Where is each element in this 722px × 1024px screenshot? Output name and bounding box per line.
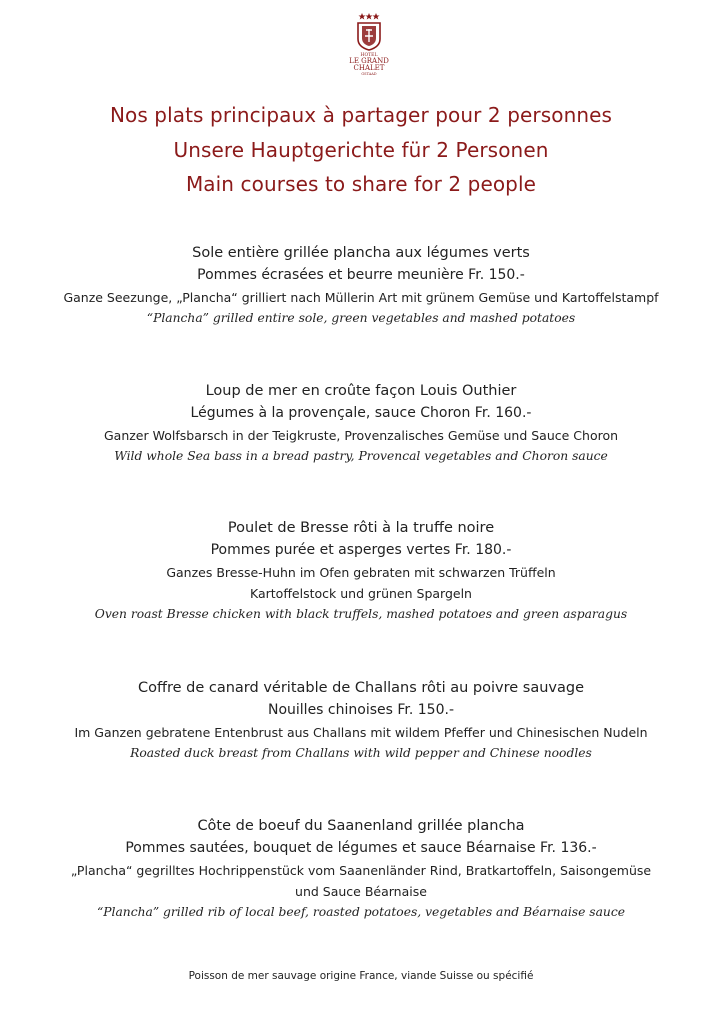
dish-description-de: Im Ganzen gebratene Entenbrust aus Challans mit wildem Pfeffer und Chinesischen Nudeln — [74, 725, 648, 740]
dish-title-fr: Loup de mer en croûte façon Louis Outhier — [205, 383, 517, 399]
dish-subtitle-fr: Pommes sautées, bouquet de légumes et sauce Béarnaise Fr. 136.- — [125, 840, 597, 856]
dish-description-de: Ganzes Bresse-Huhn im Ofen gebraten mit schwarzen Trüffeln — [166, 565, 556, 580]
dish-title-fr: Côte de boeuf du Saanenland grillée plancha — [197, 818, 525, 834]
logo-line1: HOTEL — [360, 53, 378, 58]
dish-description-de: Ganze Seezunge, „Plancha“ grilliert nach Müllerin Art mit grünem Gemüse und Kartoffelstampf — [63, 290, 659, 305]
dish-description-en: Oven roast Bresse chicken with black truffels, mashed potatoes and green asparagus — [94, 607, 628, 621]
dish-duck — [0, 677, 722, 764]
headline-french: Nos plats principaux à partager pour 2 personnes — [109, 103, 613, 127]
origin-note: Poisson de mer sauvage origine France, viande Suisse ou spécifié — [188, 970, 534, 982]
dish-subtitle-fr: Pommes écrasées et beurre meunière Fr. 150.- — [197, 267, 525, 283]
dish-subtitle-fr: Légumes à la provençale, sauce Choron Fr. 160.- — [190, 405, 532, 421]
dish-description-de-cont: Kartoffelstock und grünen Spargeln — [250, 586, 472, 601]
headline-german: Unsere Hauptgerichte für 2 Personen — [173, 138, 549, 162]
dish-sea-bass — [0, 380, 722, 467]
logo-line4: GSTAAD — [361, 72, 377, 76]
dish-description-de-cont: und Sauce Béarnaise — [295, 884, 427, 899]
dish-description-en: Wild whole Sea bass in a bread pastry, Provencal vegetables and Choron sauce — [114, 449, 608, 463]
dish-cote-de-boeuf — [0, 815, 722, 923]
headline-english: Main courses to share for 2 people — [185, 172, 537, 196]
dish-description-de: „Plancha“ gegrilltes Hochrippenstück vom Saanenländer Rind, Bratkartoffeln, Saisongemüse — [70, 863, 652, 878]
dish-subtitle-fr: Nouilles chinoises Fr. 150.- — [267, 702, 454, 718]
dish-title-fr: Poulet de Bresse rôti à la truffe noire — [227, 520, 495, 536]
dish-subtitle-fr: Pommes purée et asperges vertes Fr. 180.- — [210, 542, 512, 558]
dish-title-fr: Coffre de canard véritable de Challans rôti au poivre sauvage — [137, 680, 584, 696]
hotel-logo — [341, 12, 397, 74]
dish-title-fr: Sole entière grillée plancha aux légumes verts — [192, 245, 530, 261]
logo-line2: LE GRAND — [349, 57, 389, 65]
dish-sole — [0, 242, 722, 329]
hotel-name-wordmark — [341, 50, 397, 76]
dish-description-en: “Plancha” grilled rib of local beef, roasted potatoes, vegetables and Béarnaise sauce — [96, 905, 626, 919]
dish-description-en: “Plancha” grilled entire sole, green vegetables and mashed potatoes — [146, 311, 576, 325]
dish-description-de: Ganzer Wolfsbarsch in der Teigkruste, Provenzalisches Gemüse und Sauce Choron — [103, 428, 619, 443]
dish-bresse-chicken — [0, 517, 722, 625]
dish-description-en: Roasted duck breast from Challans with wild pepper and Chinese noodles — [130, 746, 592, 760]
logo-line3: CHALET — [353, 64, 385, 72]
